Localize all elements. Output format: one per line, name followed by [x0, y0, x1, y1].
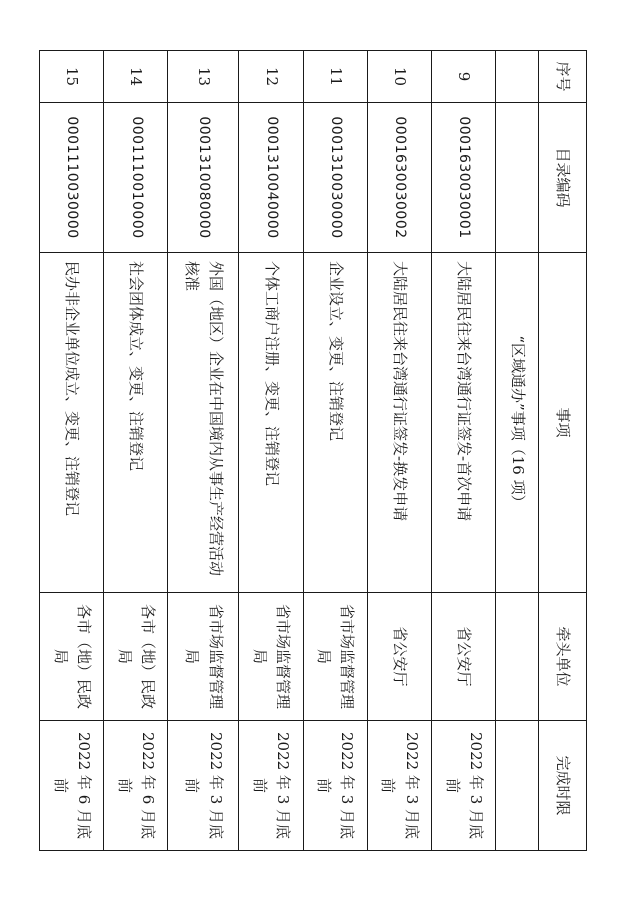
row-item: 外国（地区）企业在中国境内从事生产经营活动核准	[168, 253, 239, 593]
row-number: 12	[239, 51, 303, 103]
row-number: 11	[303, 51, 367, 103]
table-row	[367, 51, 431, 851]
row-deadline: 2022 年 3 月底前	[168, 721, 239, 851]
header-no: 序号	[539, 51, 587, 103]
row-lead: 省市场监督管理局	[168, 593, 239, 721]
row-number: 14	[104, 51, 168, 103]
row-code: 0001110030000	[40, 103, 104, 253]
section-empty-cell	[496, 51, 539, 103]
items-table	[39, 50, 587, 851]
row-number: 9	[432, 51, 496, 103]
table-row	[239, 51, 303, 851]
row-code: 0001310030000	[303, 103, 367, 253]
table-row	[432, 51, 496, 851]
table-row	[168, 51, 239, 851]
table-row	[104, 51, 168, 851]
row-number: 13	[168, 51, 239, 103]
row-deadline: 2022 年 6 月底前	[40, 721, 104, 851]
section-empty-cell	[496, 721, 539, 851]
header-deadline: 完成时限	[539, 721, 587, 851]
row-deadline: 2022 年 6 月底前	[104, 721, 168, 851]
row-deadline: 2022 年 3 月底前	[367, 721, 431, 851]
row-item: 大陆居民往来台湾通行证签发-换发申请	[367, 253, 431, 593]
row-lead: 省市场监督管理局	[239, 593, 303, 721]
section-empty-cell	[496, 593, 539, 721]
row-deadline: 2022 年 3 月底前	[432, 721, 496, 851]
table-row	[40, 51, 104, 851]
section-row	[496, 51, 539, 851]
header-code: 目录编码	[539, 103, 587, 253]
row-lead: 省公安厅	[367, 593, 431, 721]
header-item: 事项	[539, 253, 587, 593]
row-item: 企业设立、变更、注销登记	[303, 253, 367, 593]
row-lead: 省市场监督管理局	[303, 593, 367, 721]
section-title: “区域通办”事项（16 项）	[496, 253, 539, 593]
table-header-row	[539, 51, 587, 851]
header-lead: 牵头单位	[539, 593, 587, 721]
table-row	[303, 51, 367, 851]
row-item: 民办非企业单位成立、变更、注销登记	[40, 253, 104, 593]
row-item: 社会团体成立、变更、注销登记	[104, 253, 168, 593]
section-empty-cell	[496, 103, 539, 253]
row-lead: 各市（地）民政局	[40, 593, 104, 721]
row-number: 10	[367, 51, 431, 103]
row-item: 大陆居民往来台湾通行证签发-首次申请	[432, 253, 496, 593]
row-code: 0001630030001	[432, 103, 496, 253]
row-item: 个体工商户注册、变更、注销登记	[239, 253, 303, 593]
row-number: 15	[40, 51, 104, 103]
row-code: 0001630030002	[367, 103, 431, 253]
row-code: 0001310080000	[168, 103, 239, 253]
row-code: 0001310040000	[239, 103, 303, 253]
row-lead: 各市（地）民政局	[104, 593, 168, 721]
row-deadline: 2022 年 3 月底前	[239, 721, 303, 851]
row-lead: 省公安厅	[432, 593, 496, 721]
row-deadline: 2022 年 3 月底前	[303, 721, 367, 851]
row-code: 0001110010000	[104, 103, 168, 253]
rotated-page	[39, 50, 587, 850]
